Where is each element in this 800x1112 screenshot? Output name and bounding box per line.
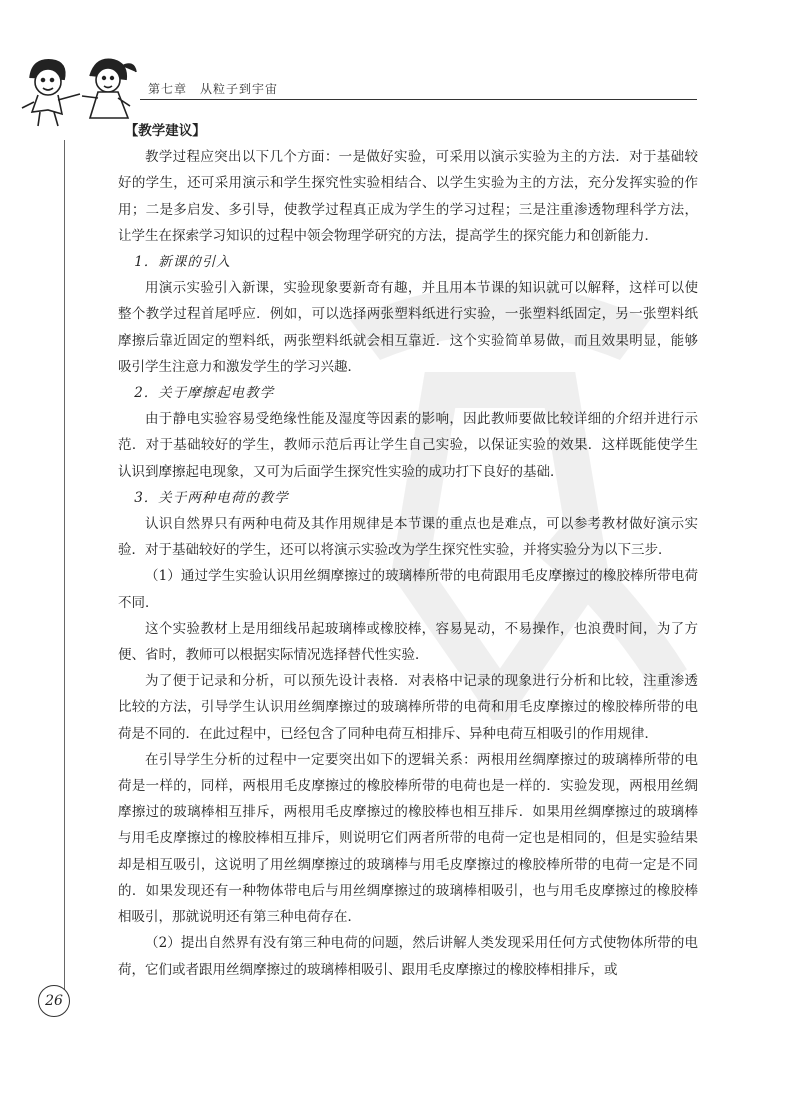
paragraph: 教学过程应突出以下几个方面：一是做好实验，可采用以演示实验为主的方法．对于基础较好的学生，还可采用演示和学生探究性实验相结合、以学生实验为主的方法，充分发挥实验的作用；二是多启发、多引导，使教学过程真正成为学生的学习过程；三是注重渗透物理科学方法，让学生在探索学习知识的过程中领会物理学研究的方法，提高学生的探究能力和创新能力． bbox=[118, 149, 698, 244]
subheading: 2．关于摩擦起电教学 bbox=[134, 385, 275, 402]
boy-figure bbox=[22, 60, 80, 126]
chapter-title: 第七章 从粒子到宇宙 bbox=[148, 82, 279, 96]
paragraph: 在引导学生分析的过程中一定要突出如下的逻辑关系：两根用丝绸摩擦过的玻璃棒所带的电荷是一样的，同样，两根用毛皮摩擦过的橡胶棒所带的电荷也是一样的．实验发现，两根用丝绸摩擦过的玻璃棒相互排斥，两根用毛皮摩擦过的橡胶棒也相互排斥．如果用丝绸摩擦过的玻璃棒与用毛皮摩擦过的橡胶棒相互排斥，则说明它们两者所带的电荷一定也是相同的，但是实验结果却是相互吸引，这说明了用丝绸摩擦过的玻璃棒与用毛皮摩擦过的橡胶棒所带的电荷一定是不同的．如果发现还有一种物体带电后与用丝绸摩擦过的玻璃棒相吸引，也与用毛皮摩擦过的橡胶棒相吸引，那就说明还有第三种电荷存在． bbox=[118, 751, 698, 926]
subheading: 3．关于两种电荷的教学 bbox=[134, 489, 289, 506]
paragraph: 为了便于记录和分析，可以预先设计表格．对表格中记录的现象进行分析和比较，注重渗透比较的方法，引导学生认识用丝绸摩擦过的玻璃棒所带的电荷和用毛皮摩擦过的橡胶棒所带的电荷是不同的．在此过程中，已经包含了同种电荷互相排斥、异种电荷互相吸引的作用规律． bbox=[118, 673, 698, 742]
body-text bbox=[118, 118, 698, 983]
section-heading: 【教学建议】 bbox=[124, 123, 206, 139]
paragraph: 由于静电实验容易受绝缘性能及湿度等因素的影响，因此教师要做比较详细的介绍并进行示范．对于基础较好的学生，教师示范后再让学生自己实验，以保证实验的效果．这样既能使学生认识到摩擦起电现象，又可为后面学生探究性实验的成功打下良好的基础． bbox=[118, 411, 698, 480]
subheading: 1．新课的引入 bbox=[134, 254, 231, 271]
paragraph: 这个实验教材上是用细线吊起玻璃棒或橡胶棒，容易晃动，不易操作，也浪费时间，为了方便、省时，教师可以根据实际情况选择替代性实验． bbox=[118, 620, 698, 664]
paragraph: （2）提出自然界有没有第三种电荷的问题，然后讲解人类发现采用任何方式使物体所带的电荷，它们或者跟用丝绸摩擦过的玻璃棒相吸引、跟用毛皮摩擦过的橡胶棒相排斥，或 bbox=[118, 935, 698, 978]
margin-rule bbox=[64, 140, 65, 990]
header-rule bbox=[140, 99, 697, 100]
girl-figure bbox=[82, 59, 136, 118]
paragraph: 用演示实验引入新课，实验现象要新奇有趣，并且用本节课的知识就可以解释，这样可以使整个教学过程首尾呼应．例如，可以选择两张塑料纸进行实验，一张塑料纸固定，另一张塑料纸摩擦后靠近固定的塑料纸，两张塑料纸就会相互靠近．这个实验简单易做，而且效果明显，能够吸引学生注意力和激发学生的学习兴趣． bbox=[118, 280, 698, 375]
paragraph: （1）通过学生实验认识用丝绸摩擦过的玻璃棒所带的电荷跟用毛皮摩擦过的橡胶棒所带电荷不同． bbox=[118, 568, 698, 611]
page-number: 26 bbox=[38, 985, 70, 1017]
paragraph: 认识自然界只有两种电荷及其作用规律是本节课的重点也是难点，可以参考教材做好演示实验．对于基础较好的学生，还可以将演示实验改为学生探究性实验，并将实验分为以下三步． bbox=[118, 516, 698, 559]
